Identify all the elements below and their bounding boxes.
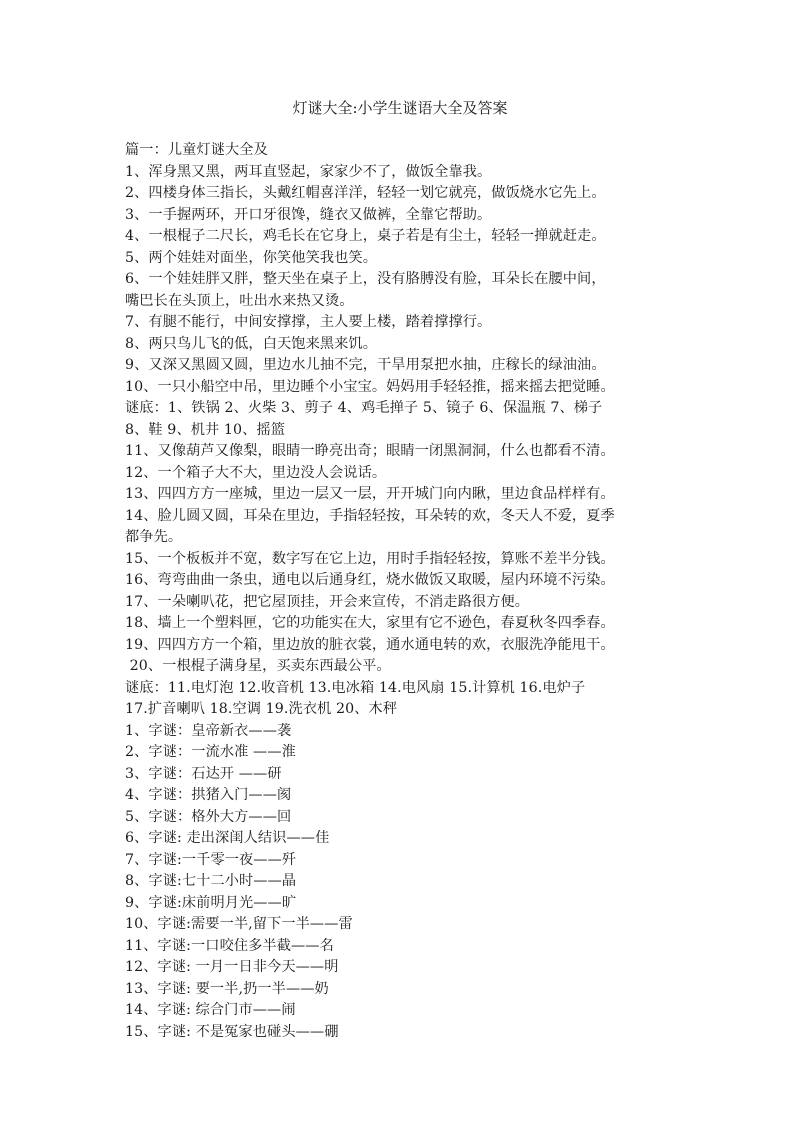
- text-line: 11、又像葫芦又像梨，眼睛一睁亮出奇；眼睛一闭黑洞洞，什么也都看不清。: [125, 443, 615, 459]
- text-line: 1、字谜：皇帝新衣——袭: [125, 722, 292, 739]
- text-line: 12、一个箱子大不大，里边没人会说话。: [125, 464, 387, 481]
- text-line: 1、浑身黑又黑，两耳直竖起，家家少不了，做饭全靠我。: [125, 163, 492, 180]
- text-line: 4、一根棍子二尺长，鸡毛长在它身上，桌子若是有尘土，轻轻一掸就赶走。: [125, 228, 606, 244]
- text-line: 篇一：儿童灯谜大全及: [125, 142, 268, 158]
- text-line: 8、字谜:七十二小时——晶: [125, 873, 297, 889]
- text-line: 4、字谜：拱猪入门——阂: [125, 787, 292, 803]
- text-line: 8、两只鸟儿飞的低，白天饱来黑来饥。: [125, 335, 378, 352]
- text-line: 16、弯弯曲曲一条虫，通电以后通身红，烧水做饭又取暖，屋内环境不污染。: [125, 572, 615, 588]
- page-title: 灯谜大全:小学生谜语大全及答案: [292, 99, 508, 117]
- document-body: [125, 140, 800, 1043]
- text-line: 19、四四方方一个箱，里边放的脏衣裳，通水通电转的欢，衣服洗净能甩干。: [125, 636, 615, 653]
- text-line: 3、一手握两环，开口牙很馋，缝衣又做裤，全靠它帮助。: [125, 206, 492, 223]
- text-line: 2、字谜：一流水准 ——淮: [125, 744, 296, 760]
- text-line: 20、一根棍子满身星，买卖东西最公平。: [125, 658, 391, 674]
- text-line: 15、一个板板并不宽，数字写在它上边，用时手指轻轻按，算账不差半分钱。: [125, 550, 615, 567]
- text-line: 都争先。: [125, 529, 183, 545]
- text-line: 谜底：1、铁锅 2、火柴 3、剪子 4、鸡毛掸子 5、镜子 6、保温瓶 7、梯子: [125, 400, 603, 416]
- text-line: 13、字谜: 要一半,扔一半——奶: [125, 980, 329, 997]
- text-line: 8、鞋 9、机井 10、摇篮: [125, 421, 286, 438]
- text-line: 2、四楼身体三指长，头戴红帽喜洋洋，轻轻一划它就亮，做饭烧水它先上。: [125, 185, 606, 201]
- text-line: 14、字谜: 综合门市——闹: [125, 1002, 296, 1018]
- text-line: 13、四四方方一座城，里边一层又一层，开开城门向内瞅，里边食品样样有。: [125, 486, 615, 502]
- text-line: 7、有腿不能行，中间安撑撑，主人要上楼，踏着撑撑行。: [125, 314, 492, 330]
- text-line: 3、字谜：石达开 ——研: [125, 765, 282, 782]
- text-line: 17.扩音喇叭 18.空调 19.洗衣机 20、木秤: [125, 701, 398, 717]
- text-line: 17、一朵喇叭花，把它屋顶挂，开会来宣传，不消走路很方便。: [125, 593, 530, 610]
- text-line: 12、字谜: 一月一日非今天——明: [125, 959, 339, 975]
- text-line: 10、字谜:需要一半,留下一半——雷: [125, 916, 353, 932]
- text-line: 5、字谜：格外大方——回: [125, 808, 292, 825]
- text-line: 7、字谜:一千零一夜——歼: [125, 851, 297, 868]
- text-line: 5、两个娃娃对面坐，你笑他笑我也笑。: [125, 249, 378, 266]
- text-line: 15、字谜: 不是冤家也碰头——硼: [125, 1023, 339, 1040]
- text-line: 10、一只小船空中吊，里边睡个小宝宝。妈妈用手轻轻推，摇来摇去把觉睡。: [125, 378, 615, 395]
- text-line: 9、字谜:床前明月光——旷: [125, 894, 297, 911]
- text-line: 18、墙上一个塑料匣，它的功能实在大，家里有它不逊色，春夏秋冬四季春。: [125, 615, 615, 631]
- text-line: 14、脸儿圆又圆，耳朵在里边，手指轻轻按，耳朵转的欢，冬天人不爱，夏季: [125, 507, 615, 524]
- text-line: 嘴巴长在头顶上，吐出水来热又烫。: [125, 292, 354, 309]
- text-line: 11、字谜:一口咬住多半截——名: [125, 937, 334, 954]
- text-line: 9、又深又黑圆又圆，里边水儿抽不完，干旱用泵把水抽，庄稼长的绿油油。: [125, 357, 606, 373]
- text-line: 6、字谜: 走出深闺人结识——佳: [125, 830, 330, 846]
- text-line: 6、一个娃娃胖又胖，整天坐在桌子上，没有胳膊没有脸，耳朵长在腰中间，: [125, 271, 606, 287]
- text-line: 谜底：11.电灯泡 12.收音机 13.电冰箱 14.电风扇 15.计算机 16.电炉子: [125, 679, 586, 696]
